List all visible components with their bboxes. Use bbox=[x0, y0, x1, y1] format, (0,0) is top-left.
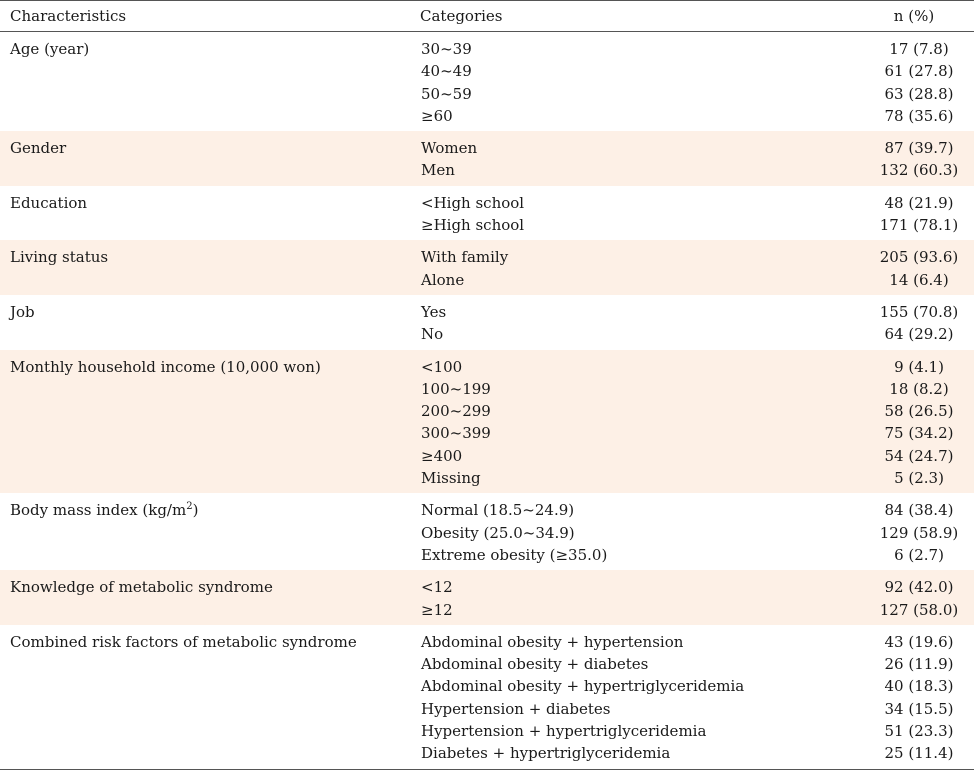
value-cell: 171 (78.1) bbox=[879, 216, 959, 235]
category-cell: 30~39 bbox=[421, 40, 472, 58]
category-cell: Obesity (25.0~34.9) bbox=[421, 523, 575, 542]
category-cell: Women bbox=[421, 139, 478, 158]
table-row bbox=[0, 350, 974, 494]
value-cell: 78 (35.6) bbox=[884, 106, 954, 125]
category-cell: Hypertension + hypertriglyceridemia bbox=[421, 722, 707, 741]
value-cell: 5 (2.3) bbox=[894, 469, 944, 488]
value-cell: 64 (29.2) bbox=[884, 325, 954, 344]
table-row bbox=[0, 625, 974, 769]
value-cell: 129 (58.9) bbox=[879, 523, 959, 542]
table-header-row bbox=[0, 1, 974, 32]
row-label: Combined risk factors of metabolic syndrome bbox=[0, 625, 410, 769]
row-label: Gender bbox=[0, 131, 410, 186]
value-cell: 84 (38.4) bbox=[884, 501, 954, 520]
header-categories: Categories bbox=[410, 1, 794, 32]
value-cell: 205 (93.6) bbox=[879, 248, 959, 267]
value-cell: 51 (23.3) bbox=[884, 722, 954, 741]
category-cell: 40~49 bbox=[421, 62, 472, 81]
value-cell: 127 (58.0) bbox=[879, 600, 959, 619]
value-cell: 155 (70.8) bbox=[879, 302, 959, 321]
category-cell: ≥60 bbox=[421, 106, 453, 125]
category-cell: 100~199 bbox=[421, 379, 491, 398]
header-n-percent: n (%) bbox=[794, 1, 974, 32]
category-cell: Hypertension + diabetes bbox=[421, 699, 611, 718]
category-cell: Extreme obesity (≥35.0) bbox=[421, 545, 608, 564]
value-cell: 61 (27.8) bbox=[884, 62, 954, 81]
value-cell: 92 (42.0) bbox=[884, 578, 954, 597]
category-cell: With family bbox=[421, 248, 509, 267]
row-label: Living status bbox=[0, 240, 410, 295]
value-cell: 18 (8.2) bbox=[889, 379, 949, 398]
category-cell: Normal (18.5~24.9) bbox=[421, 501, 575, 520]
value-cell: 34 (15.5) bbox=[884, 699, 954, 718]
value-cell: 43 (19.6) bbox=[884, 632, 954, 651]
value-cell: 48 (21.9) bbox=[884, 193, 954, 212]
row-label: Education bbox=[10, 193, 88, 212]
category-cell: <High school bbox=[421, 193, 525, 212]
value-cell: 25 (11.4) bbox=[884, 744, 954, 763]
value-cell: 17 (7.8) bbox=[889, 40, 949, 58]
table-row bbox=[0, 493, 974, 570]
table-row bbox=[0, 295, 974, 350]
value-cell: 58 (26.5) bbox=[884, 402, 954, 421]
category-cell: ≥High school bbox=[421, 216, 525, 235]
value-cell: 6 (2.7) bbox=[894, 545, 944, 564]
category-cell: Alone bbox=[421, 270, 465, 289]
value-cell: 87 (39.7) bbox=[884, 139, 954, 158]
category-cell: Abdominal obesity + hypertriglyceridemia bbox=[421, 677, 745, 696]
header-characteristics: Characteristics bbox=[0, 1, 410, 32]
value-cell: 75 (34.2) bbox=[884, 424, 954, 443]
row-label: Knowledge of metabolic syndrome bbox=[0, 570, 410, 625]
category-cell: Men bbox=[421, 161, 455, 180]
category-cell: No bbox=[421, 325, 444, 344]
category-cell: 300~399 bbox=[421, 424, 491, 443]
category-cell: ≥400 bbox=[421, 446, 463, 465]
row-label-tail: ) bbox=[192, 501, 199, 520]
value-cell: 54 (24.7) bbox=[884, 446, 954, 465]
value-cell: 63 (28.8) bbox=[884, 84, 954, 103]
row-label bbox=[0, 493, 410, 570]
category-cell: 50~59 bbox=[421, 84, 472, 103]
category-cell: Abdominal obesity + hypertension bbox=[421, 632, 684, 651]
table-row bbox=[0, 131, 974, 186]
row-label-text: Body mass index (kg/m bbox=[10, 501, 187, 520]
row-label: Age (year) bbox=[10, 40, 90, 58]
category-cell: Abdominal obesity + diabetes bbox=[421, 655, 649, 674]
category-cell: Yes bbox=[421, 302, 447, 321]
value-cell: 9 (4.1) bbox=[894, 357, 944, 376]
category-cell: ≥12 bbox=[421, 600, 453, 619]
value-cell: 132 (60.3) bbox=[879, 161, 959, 180]
row-label: Job bbox=[10, 302, 35, 321]
value-cell: 40 (18.3) bbox=[884, 677, 954, 696]
category-cell: Missing bbox=[421, 469, 481, 488]
category-cell: <100 bbox=[421, 357, 463, 376]
row-label: Monthly household income (10,000 won) bbox=[0, 350, 410, 494]
value-cell: 14 (6.4) bbox=[889, 270, 949, 289]
table-row bbox=[0, 32, 974, 132]
category-cell: <12 bbox=[421, 578, 453, 597]
category-cell: Diabetes + hypertriglyceridemia bbox=[421, 744, 671, 763]
category-cell: 200~299 bbox=[421, 402, 491, 421]
value-cell: 26 (11.9) bbox=[884, 655, 954, 674]
table-row bbox=[0, 186, 974, 241]
table-row bbox=[0, 240, 974, 295]
row-label-superscript: 2 bbox=[186, 501, 193, 513]
table-row bbox=[0, 570, 974, 625]
